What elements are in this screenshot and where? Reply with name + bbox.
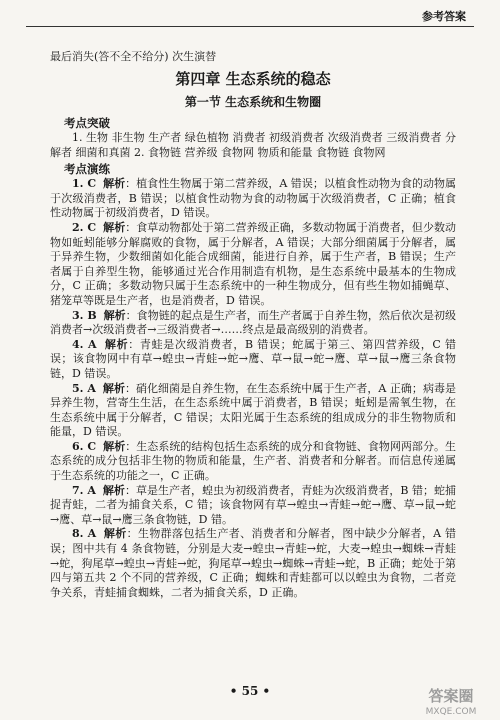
answer-paragraph	[50, 440, 456, 484]
answer-paragraph	[50, 221, 456, 309]
answer-text: 1. 生物 非生物 生产者 绿色植物 消费者 初级消费者 次级消费者 三级消费者 分解者 细菌和真菌 2. 食物链 营养级 食物网 物质和能量 食物链 食物网	[50, 131, 456, 159]
answer-paragraph	[50, 382, 456, 440]
answer-paragraph	[50, 338, 456, 382]
subsection-heading: 考点突破	[64, 116, 110, 130]
answer-number: 4. A	[72, 337, 97, 351]
watermark-title: 答案圈	[428, 687, 474, 705]
analysis-label: 解析	[103, 308, 126, 322]
answer-paragraph	[50, 309, 456, 338]
answer-text: ：食草动物都处于第二营养级正确，多数动物属于消费者，但少数动物如蚯蚓能够分解腐败的食物，属于分解者，A 错误；大部分细菌属于分解者，属于异养生物，少数细菌如化能合成细菌，能进行自养，属于生产者，B 错误；生产者属于自养型生物，能够通过光合作用制造有机物，是生态系统中最基本的生物成分，C 正确；多数动物只属于生态系统中的一种生物成分，但有些生物如捕蝇草、猪笼草等既是生产者，也是消费者，D 错误。	[50, 220, 457, 307]
analysis-label: 解析	[103, 177, 126, 191]
analysis-label: 解析	[103, 527, 127, 541]
header-rule	[26, 26, 474, 27]
answer-number: 5. A	[72, 381, 96, 395]
answer-number: 2. C	[72, 220, 97, 234]
answer-paragraph	[50, 177, 456, 221]
analysis-label: 解析	[102, 381, 125, 395]
analysis-label: 解析	[104, 337, 129, 351]
answer-text: ：生态系统的结构包括生态系统的成分和食物链、食物网两部分。生态系统的成分包括非生物的物质和能量，生产者、消费者和分解者。而信息传递属于生态系统的功能之一，C 正确。	[50, 439, 457, 483]
analysis-label: 解析	[103, 439, 126, 453]
answer-number: 7. A	[72, 483, 96, 497]
answer-paragraph	[50, 131, 456, 160]
chapter-title: 第四章 生态系统的稳态	[175, 70, 331, 88]
watermark-logo	[408, 684, 494, 718]
analysis-label: 解析	[102, 483, 125, 497]
analysis-label: 解析	[103, 220, 126, 234]
subsection-exercises	[50, 161, 456, 600]
subsection-heading: 考点演练	[64, 162, 110, 177]
page-number: • 55 •	[229, 684, 271, 698]
answer-text: ：食物链的起点是生产者，而生产者属于自养生物，然后依次是初级消费者→次级消费者→三级消费者→……终点是最高级别的消费者。	[50, 308, 456, 337]
answer-text: ：草是生产者，蝗虫为初级消费者，青蛙为次级消费者，B 错；蛇捕捉青蛙，二者为捕食关系，C 错；该食物网有草→蝗虫→青蛙→蛇→鹰、草→鼠→蛇→鹰、草→鼠→鹰三条食物链，D 错。	[50, 483, 457, 526]
section-title: 第一节 生态系统和生物圈	[184, 95, 322, 109]
answer-text: ：生物群落包括生产者、消费者和分解者，图中缺少分解者，A 错误；图中共有 4 条食物链，分别是大麦→蝗虫→青蛙→蛇，大麦→蝗虫→蜘蛛→青蛙→蛇，狗尾草→蝗虫→青蛙→蛇，狗尾草→蝗虫→蜘蛛→青蛙→蛇，B 正确；蛇处于第四与第五共 2 个不同的营养级，C 正确；蜘蛛和青蛙都可以以蝗虫为食物，二者竞争关系，青蛙捕食蜘蛛，二者为捕食关系，D 正确。	[50, 527, 456, 599]
answer-text: ：青蛙是次级消费者，B 错误；蛇属于第三、第四营养级，C 错误；该食物网中有草→蝗虫→青蛙→蛇→鹰、草→鼠→蛇→鹰、草→鼠→鹰三条食物链，D 错误。	[50, 337, 457, 380]
answer-number: 3. B	[72, 308, 97, 322]
watermark-url: MXQE.COM	[425, 707, 477, 717]
answer-paragraph	[50, 484, 456, 528]
header-label: 参考答案	[422, 10, 466, 23]
answer-text: ：植食性生物属于第二营养级，A 错误；以植食性动物为食的动物属于次级消费者，B 错误；以植食性动物为食的动物属于次级消费者，C 正确；植食性动物属于初级消费者，D 错误。	[50, 177, 456, 220]
answer-paragraph	[50, 527, 456, 600]
carry-over-line: 最后消失(答不全不给分) 次生演替	[50, 50, 217, 63]
answer-number: 8. A	[72, 527, 97, 541]
subsection-points	[50, 115, 456, 160]
answer-number: 1. C	[72, 177, 97, 191]
answer-number: 6. C	[72, 439, 97, 453]
answer-text: ：硝化细菌是自养生物，在生态系统中属于生产者，A 正确；病毒是异养生物，营寄生生活，在生态系统中属于消费者，B 错误；蚯蚓是需氧生物，在生态系统中属于分解者，C 错误；太阳光属于生态系统的组成成分的非生物物质和能量，D 错误。	[50, 381, 456, 439]
